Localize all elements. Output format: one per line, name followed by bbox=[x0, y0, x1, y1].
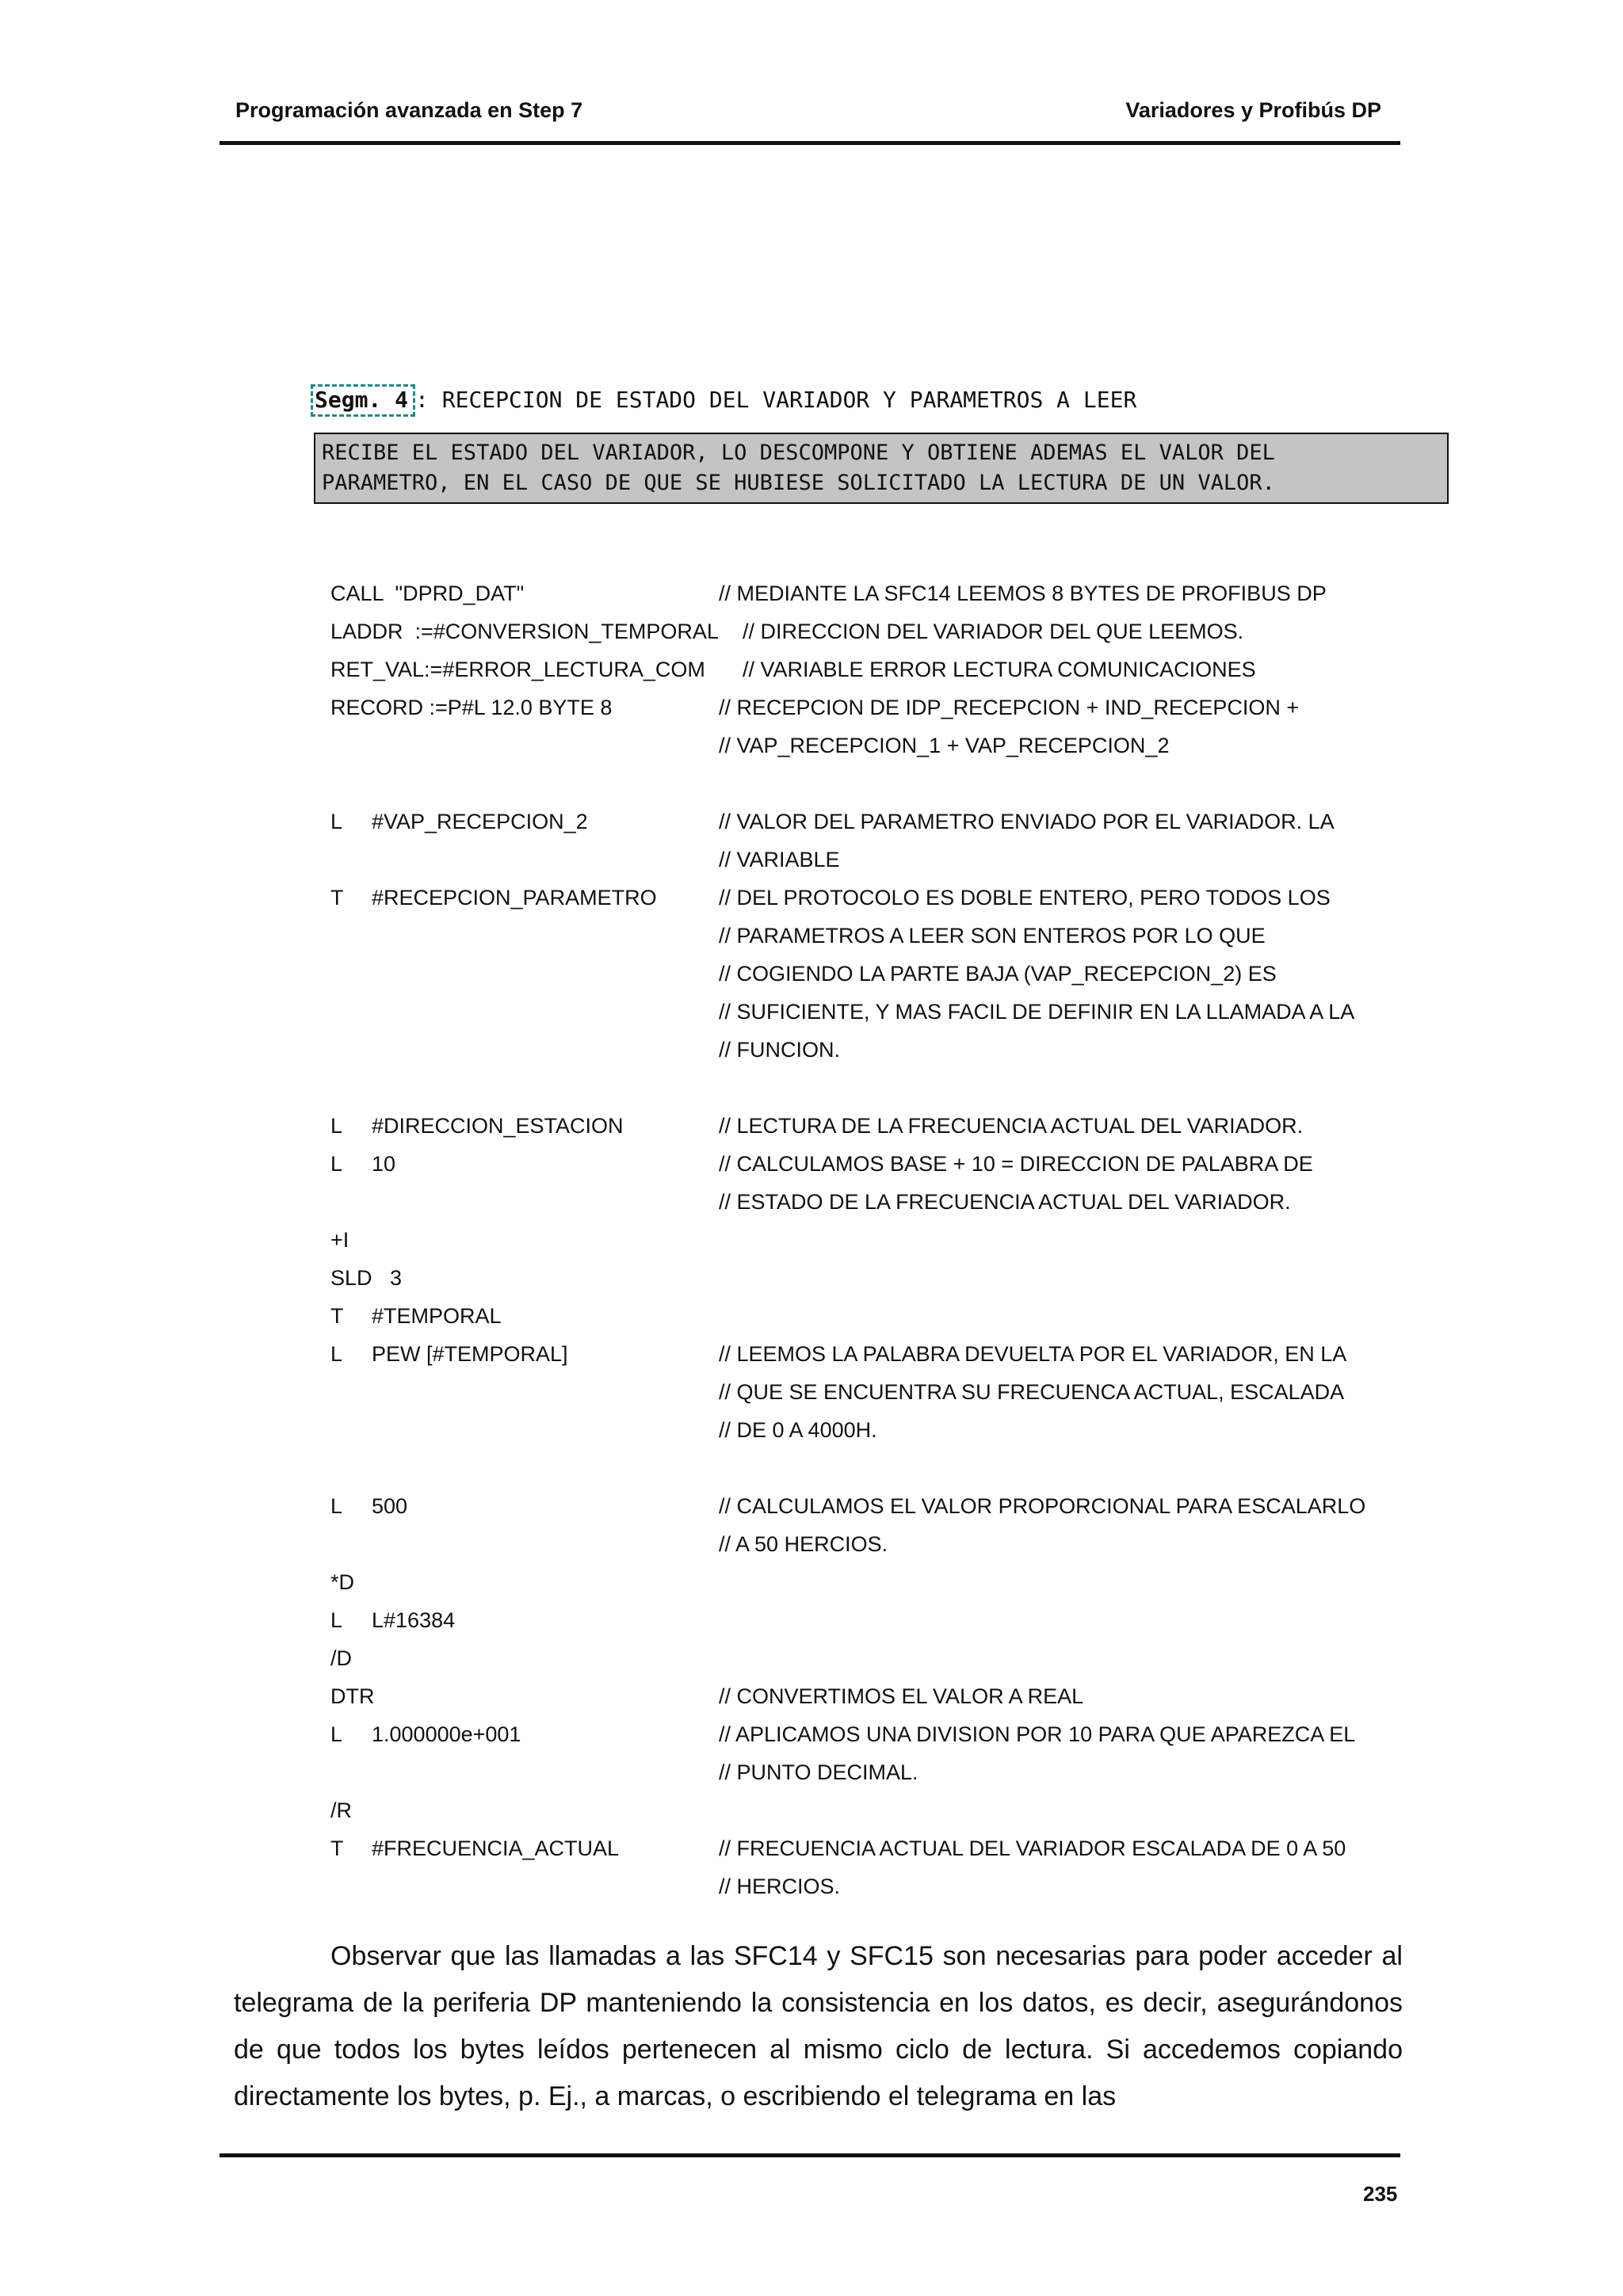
code-comment: // CONVERTIMOS EL VALOR A REAL bbox=[719, 1684, 1084, 1708]
code-comment: // RECEPCION DE IDP_RECEPCION + IND_RECEPCION + bbox=[719, 696, 1300, 719]
code-comment: // PARAMETROS A LEER SON ENTEROS POR LO QUE bbox=[719, 924, 1266, 948]
code-operand: 500 bbox=[372, 1494, 408, 1518]
code-operand: #DIRECCION_ESTACION bbox=[372, 1114, 624, 1138]
code-instruction: L bbox=[330, 810, 343, 833]
code-operand: #VAP_RECEPCION_2 bbox=[372, 810, 588, 833]
code-comment: // LECTURA DE LA FRECUENCIA ACTUAL DEL VARIADOR. bbox=[719, 1114, 1304, 1138]
header-book-title: Programación avanzada en Step 7 bbox=[235, 98, 583, 122]
code-instruction: L bbox=[330, 1494, 343, 1518]
header-chapter-title: Variadores y Profibús DP bbox=[1125, 98, 1381, 122]
code-instruction: /R bbox=[330, 1798, 352, 1822]
code-comment: // DEL PROTOCOLO ES DOBLE ENTERO, PERO TODOS LOS bbox=[719, 886, 1331, 910]
code-operand: PEW [#TEMPORAL] bbox=[372, 1342, 568, 1366]
code-operand: 1.000000e+001 bbox=[372, 1722, 521, 1746]
code-instruction: L bbox=[330, 1114, 343, 1138]
code-operand: #FRECUENCIA_ACTUAL bbox=[372, 1836, 620, 1860]
code-comment: // VARIABLE ERROR LECTURA COMUNICACIONES bbox=[719, 658, 1256, 681]
code-instruction: LADDR :=#CONVERSION_TEMPORAL bbox=[330, 620, 719, 643]
page-number: 235 bbox=[1363, 2182, 1398, 2206]
code-instruction: L bbox=[330, 1342, 343, 1366]
body-paragraph bbox=[234, 1933, 1403, 2120]
code-instruction: L bbox=[330, 1722, 343, 1746]
code-instruction: T bbox=[330, 886, 344, 910]
code-comment: // HERCIOS. bbox=[719, 1875, 841, 1898]
code-instruction: +I bbox=[330, 1228, 349, 1252]
segment-comment-line: PARAMETRO, EN EL CASO DE QUE SE HUBIESE SOLICITADO LA LECTURA DE UN VALOR. bbox=[322, 471, 1275, 495]
code-comment: // CALCULAMOS BASE + 10 = DIRECCION DE PALABRA DE bbox=[719, 1152, 1313, 1176]
segment-comment-box bbox=[314, 433, 1449, 504]
segment-comment-line: RECIBE EL ESTADO DEL VARIADOR, LO DESCOMPONE Y OBTIENE ADEMAS EL VALOR DEL bbox=[322, 441, 1275, 465]
segment-tag[interactable]: Segm. 4 bbox=[311, 384, 415, 417]
code-comment: // VARIABLE bbox=[719, 848, 840, 871]
code-instruction: SLD 3 bbox=[330, 1266, 403, 1290]
code-comment: // VALOR DEL PARAMETRO ENVIADO POR EL VARIADOR. LA bbox=[719, 810, 1335, 833]
code-instruction: CALL "DPRD_DAT" bbox=[330, 582, 525, 605]
code-instruction: DTR bbox=[330, 1684, 375, 1708]
code-comment: // SUFICIENTE, Y MAS FACIL DE DEFINIR EN LA LLAMADA A LA bbox=[719, 1000, 1355, 1024]
code-operand: #RECEPCION_PARAMETRO bbox=[372, 886, 657, 910]
code-comment: // APLICAMOS UNA DIVISION POR 10 PARA QUE APAREZCA EL bbox=[719, 1722, 1356, 1746]
footer-rule bbox=[220, 2153, 1400, 2157]
code-comment: // COGIENDO LA PARTE BAJA (VAP_RECEPCION_2) ES bbox=[719, 962, 1277, 986]
code-instruction: /D bbox=[330, 1646, 352, 1670]
code-comment: // A 50 HERCIOS. bbox=[719, 1532, 888, 1556]
code-instruction: RET_VAL:=#ERROR_LECTURA_COM bbox=[330, 658, 705, 681]
code-comment: // ESTADO DE LA FRECUENCIA ACTUAL DEL VARIADOR. bbox=[719, 1190, 1291, 1214]
code-comment: // DIRECCION DEL VARIADOR DEL QUE LEEMOS. bbox=[719, 620, 1244, 643]
code-operand: 10 bbox=[372, 1152, 396, 1176]
paragraph-text: Observar que las llamadas a las SFC14 y SFC15 son necesarias para poder acceder al telegrama de la periferia DP manteniendo la consistencia en los datos, es decir, asegurándonos de que todos los bytes leídos pertenecen al mismo ciclo de lectura. Si accedemos copiando directamente los bytes, p. Ej., a marcas, o escribiendo el telegrama en las bbox=[234, 1941, 1403, 2111]
code-comment: // MEDIANTE LA SFC14 LEEMOS 8 BYTES DE PROFIBUS DP bbox=[719, 582, 1327, 605]
page-header bbox=[220, 97, 1400, 145]
segment-title: : RECEPCION DE ESTADO DEL VARIADOR Y PARAMETROS A LEER bbox=[415, 387, 1137, 413]
code-instruction: RECORD :=P#L 12.0 BYTE 8 bbox=[330, 696, 613, 719]
code-operand: #TEMPORAL bbox=[372, 1304, 502, 1328]
code-comment: // DE 0 A 4000H. bbox=[719, 1418, 877, 1442]
code-comment: // VAP_RECEPCION_1 + VAP_RECEPCION_2 bbox=[719, 734, 1170, 757]
code-comment: // PUNTO DECIMAL. bbox=[719, 1760, 918, 1784]
code-instruction: L bbox=[330, 1608, 343, 1632]
code-operand: L#16384 bbox=[372, 1608, 456, 1632]
code-comment: // FRECUENCIA ACTUAL DEL VARIADOR ESCALADA DE 0 A 50 bbox=[719, 1836, 1346, 1860]
code-instruction: T bbox=[330, 1304, 344, 1328]
code-instruction: *D bbox=[330, 1570, 355, 1594]
code-comment: // QUE SE ENCUENTRA SU FRECUENCA ACTUAL, ESCALADA bbox=[719, 1380, 1345, 1404]
code-comment: // FUNCION. bbox=[719, 1038, 840, 1062]
code-instruction: L bbox=[330, 1152, 343, 1176]
code-comment: // LEEMOS LA PALABRA DEVUELTA POR EL VARIADOR, EN LA bbox=[719, 1342, 1347, 1366]
code-comment: // CALCULAMOS EL VALOR PROPORCIONAL PARA ESCALARLO bbox=[719, 1494, 1366, 1518]
segment-heading bbox=[311, 387, 1136, 413]
code-instruction: T bbox=[330, 1836, 344, 1860]
